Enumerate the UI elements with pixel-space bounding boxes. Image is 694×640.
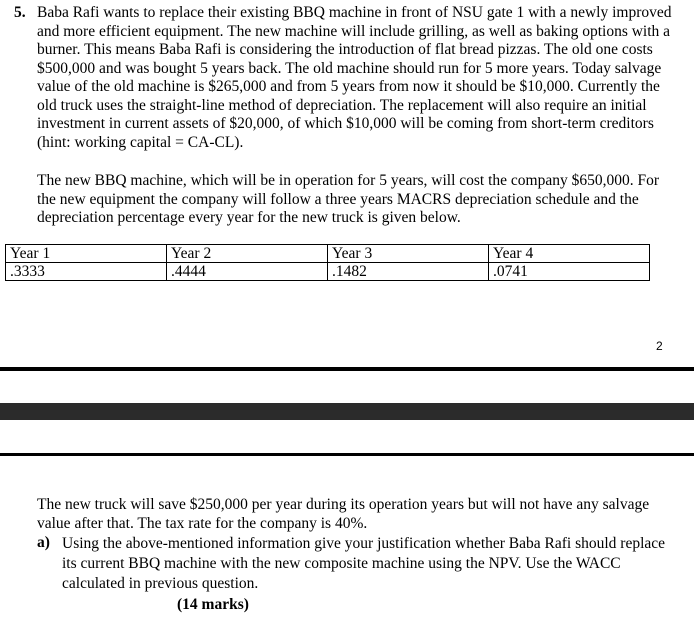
- question-paragraph-2: The new BBQ machine, which will be in operation for 5 years, will cost the company $650,000. For the new equipment the company will follow a three years MACRS depreciation schedule and the depreciation percentage every year for the new truck is given below.: [37, 172, 660, 226]
- question-paragraph-1: Baba Rafi wants to replace their existing BBQ machine in front of NSU gate 1 with a newly improved and more efficient equipment. The new machine will include grilling, as well as baking options with a burner. This means Baba Rafi is considering the introduction of flat bread pizzas. The old one costs $500,000 and was bought 5 years back. The old machine should run for 5 more years. Today salvage value of the old machine is $265,000 and from 5 years from now it should be $10,000. Currently the old truck uses the straight-line method of depreciation. The replacement will also require an initial investment in current assets of $20,000, of which $10,000 will be coming from short-term creditors (hint: working capital = CA-CL).: [37, 4, 672, 151]
- table-header-cell: Year 4: [489, 245, 650, 263]
- question-number: 5.: [14, 4, 26, 21]
- table-header-cell: Year 2: [167, 245, 328, 263]
- page-header-rule: [0, 453, 694, 456]
- part-text: Using the above-mentioned information give your justification whether Baba Rafi should replace its current BBQ machine with the new composite machine using the NPV. Use the WACC calculated in previous question.: [62, 535, 666, 592]
- table-header-cell: Year 1: [6, 245, 167, 263]
- marks-label: (14 marks): [177, 596, 249, 613]
- table-cell: .0741: [489, 263, 650, 281]
- table-header-row: [6, 245, 650, 263]
- continuation-paragraph: The new truck will save $250,000 per year during its operation years but will not have any salvage value after that. The tax rate for the company is 40%.: [37, 496, 650, 532]
- page-number: 2: [656, 339, 663, 353]
- part-label: a): [37, 534, 50, 551]
- page-break-band: [0, 403, 694, 420]
- table-row: [6, 263, 650, 281]
- table-cell: .1482: [328, 263, 489, 281]
- table-cell: .4444: [167, 263, 328, 281]
- table-header-cell: Year 3: [328, 245, 489, 263]
- page-break-rule: [0, 367, 694, 371]
- table-cell: .3333: [6, 263, 167, 281]
- depreciation-table: [5, 244, 650, 281]
